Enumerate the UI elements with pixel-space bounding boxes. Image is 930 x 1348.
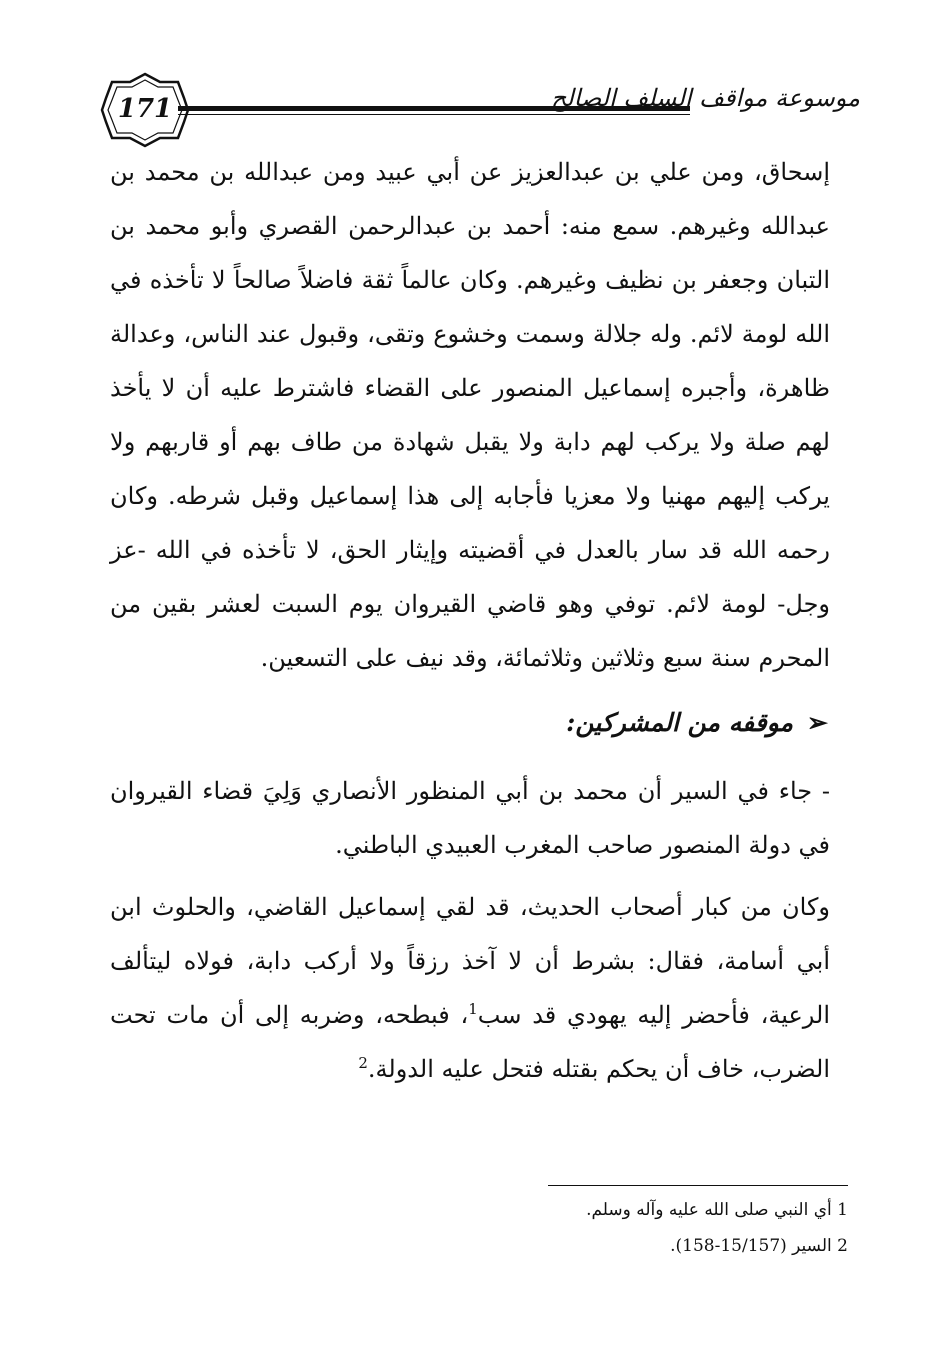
paragraph-biography: إسحاق، ومن علي بن عبدالعزيز عن أبي عبيد ومن عبدالله بن محمد بن عبدالله وغيرهم. سمع منه: أحمد بن عبدالرحمن القصري وأبو محمد بن التبان وجعفر بن نظيف وغيرهم. وكان عالماً ثقة فاضلاً صالحاً لا تأخذه في الله لومة لائم. وله جلالة وسمت وخشوع وتقى، وقبول عند الناس، وعدالة ظاهرة، وأجبره إسماعيل المنصور على القضاء فاشترط عليه أن لا يأخذ لهم صلة ولا يركب لهم دابة ولا يقبل شهادة من طاف بهم أو قاربهم ولا يركب إليهم مهنيا ولا معزيا فأجابه إلى هذا إسماعيل وقبل شرطه. وكان رحمه الله قد سار بالعدل في أقضيته وإيثار الحق، لا تأخذه في الله -عز وجل- لومة لائم. توفي وهو قاضي القيروان يوم السبت لعشر بقين من المحرم سنة سبع وثلاثين وثلاثمائة، وقد نيف على التسعين.	[110, 158, 830, 672]
footnote-1	[586, 1200, 848, 1220]
footnote-number: 2	[837, 1236, 848, 1256]
paragraph-siyar: - جاء في السير أن محمد بن أبي المنظور الأنصاري وَلِيَ قضاء القيروان في دولة المنصور صاحب المغرب العبيدي الباطني.	[110, 777, 830, 859]
book-title: موسوعة مواقف السلف الصالح	[550, 84, 860, 112]
paragraph-story-part-b: ، فبطحه، وضربه إلى أن مات تحت الضرب، خاف أن يحكم بقتله فتحل عليه الدولة.	[110, 1001, 830, 1083]
footnote-separator	[548, 1185, 848, 1186]
section-heading-text: موقفه من المشركين:	[566, 708, 794, 737]
paragraph-story-part-a: وكان من كبار أصحاب الحديث، قد لقي إسماعيل القاضي، والحلوث ابن أبي أسامة، فقال: بشرط أن لا آخذ رزقاً ولا أركب دابة، فولاه ليتألف الرعية، فأحضر إليه يهودي قد سب	[110, 893, 831, 1029]
footnote-text: السير (15/157-158).	[670, 1236, 832, 1256]
header-rule-thin	[178, 114, 690, 115]
footnote-ref-1[interactable]: 1	[468, 1000, 478, 1018]
arrow-marker-icon: ➢	[807, 708, 828, 737]
page-header	[100, 70, 860, 150]
footnote-2	[670, 1236, 848, 1256]
footnote-number: 1	[837, 1200, 848, 1220]
section-heading	[566, 708, 828, 737]
footnote-text: أي النبي صلى الله عليه وآله وسلم.	[586, 1200, 832, 1220]
paragraph-story	[110, 880, 830, 1096]
footnote-ref-2[interactable]: 2	[358, 1054, 368, 1072]
page-number-badge	[100, 72, 190, 148]
page-number: 171	[117, 94, 173, 124]
